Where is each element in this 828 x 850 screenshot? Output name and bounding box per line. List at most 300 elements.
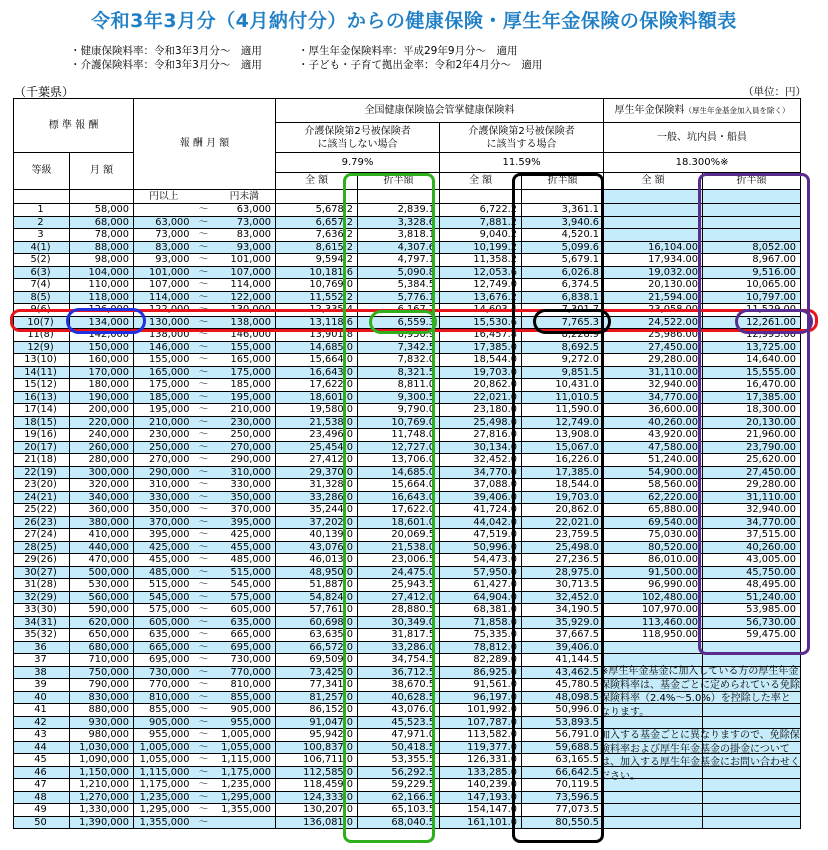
cell-grade: 7(4)	[14, 279, 70, 292]
cell-care-full: 11,358.2	[440, 254, 522, 267]
cell-nocare-full: 77,341.0	[276, 679, 358, 692]
cell-grade: 10(7)	[14, 316, 70, 329]
cell-care-half: 27,236.5	[522, 554, 604, 567]
cell-care-full: 57,950.0	[440, 566, 522, 579]
cell-care-full: 126,331.0	[440, 754, 522, 767]
cell-pension-full: 40,260.00	[604, 416, 703, 429]
cell-range-sep: ～	[194, 379, 214, 392]
cell-care-full: 25,498.0	[440, 416, 522, 429]
table-header	[14, 99, 801, 204]
cell-care-full: 119,377.0	[440, 741, 522, 754]
cell-range-sep: ～	[194, 354, 214, 367]
rate-notes	[70, 44, 542, 72]
cell-care-full: 37,088.0	[440, 479, 522, 492]
cell-nocare-half: 56,292.5	[358, 766, 440, 779]
cell-range-from: 425,000	[134, 541, 194, 554]
cell-nocare-half: 20,069.5	[358, 529, 440, 542]
cell-care-full: 86,925.0	[440, 666, 522, 679]
cell-care-half: 73,596.5	[522, 791, 604, 804]
cell-grade: 40	[14, 691, 70, 704]
cell-range-from: 1,175,000	[134, 779, 194, 792]
cell-nocare-full: 31,328.0	[276, 479, 358, 492]
cell-monthly: 560,000	[70, 591, 134, 604]
cell-care-full: 20,862.0	[440, 379, 522, 392]
cell-range-to: 175,000	[214, 366, 276, 379]
cell-grade: 42	[14, 716, 70, 729]
cell-range-to: 155,000	[214, 341, 276, 354]
cell-care-half: 70,119.5	[522, 779, 604, 792]
cell-range-sep: ～	[194, 729, 214, 742]
header-grade: 等級	[14, 153, 70, 190]
table-row	[14, 641, 801, 654]
cell-pension-half	[703, 641, 801, 654]
cell-range-to: 855,000	[214, 691, 276, 704]
footnote	[600, 665, 800, 793]
cell-range-to: 370,000	[214, 504, 276, 517]
cell-range-from: 770,000	[134, 679, 194, 692]
cell-care-half: 80,550.5	[522, 816, 604, 829]
header-kyokai: 全国健康保険協会管掌健康保険料	[276, 99, 604, 123]
cell-grade: 25(22)	[14, 504, 70, 517]
cell-range-sep: ～	[194, 291, 214, 304]
cell-monthly: 78,000	[70, 229, 134, 242]
cell-care-full: 12,749.0	[440, 279, 522, 292]
cell-range-from: 290,000	[134, 466, 194, 479]
cell-nocare-half: 5,384.5	[358, 279, 440, 292]
cell-nocare-half: 3,328.6	[358, 216, 440, 229]
cell-range-to	[214, 816, 276, 829]
cell-nocare-half: 40,628.5	[358, 691, 440, 704]
cell-pension-full	[604, 816, 703, 829]
footnote-contact: 加入する基金ごとに異なりますので、免除保険料率および厚生年金基金の掛金については、加入する厚生年金基金にお問い合わせください。	[600, 730, 800, 782]
cell-range-sep: ～	[194, 466, 214, 479]
cell-monthly: 980,000	[70, 729, 134, 742]
cell-pension-half: 48,495.00	[703, 579, 801, 592]
cell-range-sep: ～	[194, 579, 214, 592]
cell-monthly: 1,270,000	[70, 791, 134, 804]
cell-grade: 33(30)	[14, 604, 70, 617]
cell-range-sep: ～	[194, 704, 214, 717]
cell-care-half: 6,838.1	[522, 291, 604, 304]
cell-care-half: 12,749.0	[522, 416, 604, 429]
cell-range-to: 350,000	[214, 491, 276, 504]
header-no-care	[276, 123, 440, 153]
cell-monthly: 380,000	[70, 516, 134, 529]
cell-care-full: 16,457.8	[440, 329, 522, 342]
cell-pension-full	[604, 204, 703, 217]
cell-range-to: 290,000	[214, 454, 276, 467]
cell-nocare-half: 28,880.5	[358, 604, 440, 617]
table-row	[14, 454, 801, 467]
cell-nocare-half: 8,811.0	[358, 379, 440, 392]
cell-range-sep: ～	[194, 554, 214, 567]
cell-care-half: 50,996.0	[522, 704, 604, 717]
cell-pension-half: 32,940.00	[703, 504, 801, 517]
cell-range-from: 138,000	[134, 329, 194, 342]
cell-range-sep: ～	[194, 804, 214, 817]
header-half-2: 折半額	[522, 173, 604, 190]
cell-nocare-half: 65,103.5	[358, 804, 440, 817]
cell-range-to: 210,000	[214, 404, 276, 417]
cell-monthly: 190,000	[70, 391, 134, 404]
table-row	[14, 529, 801, 542]
table-row	[14, 404, 801, 417]
cell-grade: 24(21)	[14, 491, 70, 504]
cell-grade: 39	[14, 679, 70, 692]
cell-pension-half: 31,110.00	[703, 491, 801, 504]
cell-range-sep: ～	[194, 741, 214, 754]
cell-range-from: 1,235,000	[134, 791, 194, 804]
table-row	[14, 416, 801, 429]
cell-range-from: 155,000	[134, 354, 194, 367]
cell-range-sep: ～	[194, 441, 214, 454]
cell-range-to: 93,000	[214, 241, 276, 254]
cell-range-sep: ～	[194, 629, 214, 642]
cell-range-sep: ～	[194, 329, 214, 342]
cell-nocare-half: 7,342.5	[358, 341, 440, 354]
cell-monthly: 1,150,000	[70, 766, 134, 779]
header-full-3: 全 額	[604, 173, 703, 190]
cell-nocare-full: 124,333.0	[276, 791, 358, 804]
cell-grade: 36	[14, 641, 70, 654]
cell-care-full: 32,452.0	[440, 454, 522, 467]
cell-grade: 13(10)	[14, 354, 70, 367]
cell-range-sep: ～	[194, 716, 214, 729]
header-to: 円未満	[214, 190, 276, 204]
table-row	[14, 204, 801, 217]
table-row	[14, 816, 801, 829]
cell-range-sep: ～	[194, 404, 214, 417]
cell-range-from: 93,000	[134, 254, 194, 267]
table-row	[14, 554, 801, 567]
cell-monthly: 134,000	[70, 316, 134, 329]
cell-monthly: 1,090,000	[70, 754, 134, 767]
cell-monthly: 590,000	[70, 604, 134, 617]
cell-nocare-half: 5,090.8	[358, 266, 440, 279]
table-row	[14, 316, 801, 329]
cell-pension-full: 32,940.00	[604, 379, 703, 392]
table-row	[14, 254, 801, 267]
cell-nocare-half: 18,601.0	[358, 516, 440, 529]
cell-nocare-half: 8,321.5	[358, 366, 440, 379]
cell-range-from: 1,295,000	[134, 804, 194, 817]
cell-range-from: 350,000	[134, 504, 194, 517]
cell-range-sep: ～	[194, 416, 214, 429]
cell-care-half: 41,144.5	[522, 654, 604, 667]
cell-nocare-full: 10,769.0	[276, 279, 358, 292]
table-row	[14, 241, 801, 254]
cell-pension-half: 17,385.00	[703, 391, 801, 404]
cell-range-to: 455,000	[214, 541, 276, 554]
cell-range-to: 165,000	[214, 354, 276, 367]
cell-range-sep: ～	[194, 479, 214, 492]
cell-care-half: 22,021.0	[522, 516, 604, 529]
cell-care-full: 6,722.2	[440, 204, 522, 217]
cell-range-sep: ～	[194, 754, 214, 767]
cell-range-from: 101,000	[134, 266, 194, 279]
cell-pension-half	[703, 216, 801, 229]
cell-range-sep: ～	[194, 679, 214, 692]
cell-range-to: 395,000	[214, 516, 276, 529]
cell-nocare-half: 4,797.1	[358, 254, 440, 267]
cell-range-to: 1,115,000	[214, 754, 276, 767]
cell-care-half: 8,228.9	[522, 329, 604, 342]
note-health-rate: ・健康保険料率：令和3年3月分～ 適用	[70, 45, 262, 57]
cell-nocare-half: 9,300.5	[358, 391, 440, 404]
cell-pension-full: 102,480.00	[604, 591, 703, 604]
cell-nocare-half: 6,559.3	[358, 316, 440, 329]
table-row	[14, 329, 801, 342]
cell-monthly: 410,000	[70, 529, 134, 542]
cell-range-sep: ～	[194, 254, 214, 267]
cell-nocare-half: 47,971.0	[358, 729, 440, 742]
header-monthly: 月 額	[70, 153, 134, 190]
cell-range-from: 665,000	[134, 641, 194, 654]
cell-care-full: 96,197.0	[440, 691, 522, 704]
cell-range-sep: ～	[194, 691, 214, 704]
cell-care-full: 61,427.0	[440, 579, 522, 592]
cell-care-half: 45,780.5	[522, 679, 604, 692]
cell-range-from: 1,115,000	[134, 766, 194, 779]
cell-pension-half: 13,725.00	[703, 341, 801, 354]
header-pension-note: （厚生年金基金加入員を除く）	[684, 105, 790, 115]
cell-range-to: 101,000	[214, 254, 276, 267]
cell-nocare-half: 62,166.5	[358, 791, 440, 804]
cell-range-from: 370,000	[134, 516, 194, 529]
cell-care-half: 3,361.1	[522, 204, 604, 217]
cell-nocare-full: 106,711.0	[276, 754, 358, 767]
header-care-line2: に該当する場合	[486, 138, 557, 150]
header-range: 報 酬 月 額	[134, 99, 276, 190]
cell-range-to: 605,000	[214, 604, 276, 617]
cell-nocare-full: 81,257.0	[276, 691, 358, 704]
cell-nocare-half: 4,307.6	[358, 241, 440, 254]
table-row	[14, 379, 801, 392]
table-row	[14, 429, 801, 442]
cell-grade: 32(29)	[14, 591, 70, 604]
header-half-3: 折半額	[703, 173, 801, 190]
cell-care-full: 7,881.2	[440, 216, 522, 229]
cell-nocare-full: 23,496.0	[276, 429, 358, 442]
cell-pension-full: 23,058.00	[604, 304, 703, 317]
cell-monthly: 220,000	[70, 416, 134, 429]
cell-care-half: 63,165.5	[522, 754, 604, 767]
cell-range-from: 730,000	[134, 666, 194, 679]
cell-care-half: 77,073.5	[522, 804, 604, 817]
cell-care-full: 15,530.6	[440, 316, 522, 329]
cell-range-from: 195,000	[134, 404, 194, 417]
cell-monthly: 260,000	[70, 441, 134, 454]
cell-grade: 17(14)	[14, 404, 70, 417]
cell-range-sep: ～	[194, 529, 214, 542]
cell-nocare-half: 14,685.0	[358, 466, 440, 479]
cell-pension-full	[604, 641, 703, 654]
cell-pension-half	[703, 204, 801, 217]
cell-range-sep: ～	[194, 591, 214, 604]
cell-care-full: 44,042.0	[440, 516, 522, 529]
cell-monthly: 180,000	[70, 379, 134, 392]
cell-care-half: 4,520.1	[522, 229, 604, 242]
cell-range-to: 1,355,000	[214, 804, 276, 817]
cell-care-full: 154,147.0	[440, 804, 522, 817]
cell-care-full: 78,812.0	[440, 641, 522, 654]
cell-monthly: 680,000	[70, 641, 134, 654]
cell-nocare-half: 6,950.9	[358, 329, 440, 342]
cell-range-sep: ～	[194, 516, 214, 529]
cell-care-half: 39,406.0	[522, 641, 604, 654]
cell-range-sep: ～	[194, 341, 214, 354]
table-row	[14, 591, 801, 604]
table-row	[14, 504, 801, 517]
cell-pension-half: 20,130.00	[703, 416, 801, 429]
cell-range-from: 230,000	[134, 429, 194, 442]
cell-nocare-half: 5,776.1	[358, 291, 440, 304]
cell-nocare-half: 23,006.5	[358, 554, 440, 567]
cell-care-full: 140,239.0	[440, 779, 522, 792]
cell-pension-half: 25,620.00	[703, 454, 801, 467]
cell-range-from: 175,000	[134, 379, 194, 392]
cell-monthly: 750,000	[70, 666, 134, 679]
cell-care-full: 13,676.2	[440, 291, 522, 304]
cell-pension-half: 12,261.00	[703, 316, 801, 329]
cell-range-to: 905,000	[214, 704, 276, 717]
cell-pension-full: 47,580.00	[604, 441, 703, 454]
cell-care-half: 25,498.0	[522, 541, 604, 554]
cell-pension-full: 75,030.00	[604, 529, 703, 542]
note-pension-rate: ・厚生年金保険料率：平成29年9月分～ 適用	[298, 45, 518, 57]
table-row	[14, 491, 801, 504]
cell-care-half: 5,679.1	[522, 254, 604, 267]
cell-care-full: 30,134.0	[440, 441, 522, 454]
header-full-2: 全 額	[440, 173, 522, 190]
cell-range-from: 270,000	[134, 454, 194, 467]
cell-pension-half: 37,515.00	[703, 529, 801, 542]
cell-grade: 48	[14, 791, 70, 804]
cell-pension-full: 96,990.00	[604, 579, 703, 592]
cell-range-from: 485,000	[134, 566, 194, 579]
cell-pension-half: 10,065.00	[703, 279, 801, 292]
note-child-rate: ・子ども・子育て拠出金率：令和2年4月分～ 適用	[298, 59, 543, 71]
cell-nocare-full: 54,824.0	[276, 591, 358, 604]
cell-range-to: 515,000	[214, 566, 276, 579]
cell-monthly: 68,000	[70, 216, 134, 229]
cell-pension-full: 20,130.00	[604, 279, 703, 292]
cell-range-sep: ～	[194, 204, 214, 217]
cell-monthly: 118,000	[70, 291, 134, 304]
cell-pension-full: 25,986.00	[604, 329, 703, 342]
cell-care-half: 18,544.0	[522, 479, 604, 492]
cell-grade: 1	[14, 204, 70, 217]
cell-pension-full: 27,450.00	[604, 341, 703, 354]
cell-nocare-full: 112,585.0	[276, 766, 358, 779]
cell-monthly: 1,210,000	[70, 779, 134, 792]
cell-nocare-half: 16,643.0	[358, 491, 440, 504]
cell-range-from: 63,000	[134, 216, 194, 229]
cell-care-full: 17,385.0	[440, 341, 522, 354]
cell-nocare-half: 7,832.0	[358, 354, 440, 367]
cell-pension-half: 53,985.00	[703, 604, 801, 617]
header-no-care-line1: 介護保険第2号被保険者	[304, 125, 411, 137]
cell-pension-full	[604, 804, 703, 817]
cell-nocare-half: 45,523.5	[358, 716, 440, 729]
cell-monthly: 58,000	[70, 204, 134, 217]
header-pension	[604, 99, 801, 123]
table-row	[14, 304, 801, 317]
cell-care-full: 64,904.0	[440, 591, 522, 604]
cell-pension-half: 16,470.00	[703, 379, 801, 392]
cell-grade: 45	[14, 754, 70, 767]
cell-monthly: 340,000	[70, 491, 134, 504]
cell-range-to: 575,000	[214, 591, 276, 604]
cell-nocare-full: 95,942.0	[276, 729, 358, 742]
cell-grade: 30(27)	[14, 566, 70, 579]
cell-range-from: 114,000	[134, 291, 194, 304]
cell-range-to: 270,000	[214, 441, 276, 454]
cell-nocare-full: 136,081.0	[276, 816, 358, 829]
cell-care-half: 13,908.0	[522, 429, 604, 442]
cell-nocare-full: 13,118.6	[276, 316, 358, 329]
cell-range-sep: ～	[194, 304, 214, 317]
cell-range-sep: ～	[194, 791, 214, 804]
cell-pension-half	[703, 804, 801, 817]
cell-nocare-half: 21,538.0	[358, 541, 440, 554]
cell-grade: 22(19)	[14, 466, 70, 479]
cell-pension-half: 59,475.00	[703, 629, 801, 642]
cell-care-half: 8,692.5	[522, 341, 604, 354]
cell-pension-full: 65,880.00	[604, 504, 703, 517]
cell-range-to: 73,000	[214, 216, 276, 229]
cell-grade: 8(5)	[14, 291, 70, 304]
cell-nocare-half: 13,706.0	[358, 454, 440, 467]
cell-care-full: 68,381.0	[440, 604, 522, 617]
cell-grade: 28(25)	[14, 541, 70, 554]
cell-nocare-full: 16,643.0	[276, 366, 358, 379]
cell-care-half: 9,272.0	[522, 354, 604, 367]
cell-nocare-full: 86,152.0	[276, 704, 358, 717]
cell-care-full: 113,582.0	[440, 729, 522, 742]
cell-range-from: 146,000	[134, 341, 194, 354]
cell-nocare-full: 46,013.0	[276, 554, 358, 567]
cell-pension-half: 15,555.00	[703, 366, 801, 379]
cell-nocare-full: 21,538.0	[276, 416, 358, 429]
cell-grade: 35(32)	[14, 629, 70, 642]
cell-range-from: 130,000	[134, 316, 194, 329]
cell-nocare-full: 40,139.0	[276, 529, 358, 542]
cell-monthly: 150,000	[70, 341, 134, 354]
cell-care-full: 22,021.0	[440, 391, 522, 404]
cell-range-sep: ～	[194, 216, 214, 229]
cell-nocare-half: 12,727.0	[358, 441, 440, 454]
cell-range-to: 545,000	[214, 579, 276, 592]
cell-care-half: 11,590.0	[522, 404, 604, 417]
cell-care-full: 54,473.0	[440, 554, 522, 567]
cell-grade: 16(13)	[14, 391, 70, 404]
cell-nocare-half: 10,769.0	[358, 416, 440, 429]
table-row	[14, 804, 801, 817]
cell-pension-full: 86,010.00	[604, 554, 703, 567]
cell-monthly: 1,030,000	[70, 741, 134, 754]
cell-range-to: 665,000	[214, 629, 276, 642]
cell-range-to: 485,000	[214, 554, 276, 567]
cell-grade: 2	[14, 216, 70, 229]
cell-grade: 23(20)	[14, 479, 70, 492]
cell-pension-half: 34,770.00	[703, 516, 801, 529]
cell-nocare-half: 9,790.0	[358, 404, 440, 417]
cell-care-half: 16,226.0	[522, 454, 604, 467]
cell-pension-half: 56,730.00	[703, 616, 801, 629]
cell-care-half: 48,098.5	[522, 691, 604, 704]
cell-nocare-full: 18,601.0	[276, 391, 358, 404]
